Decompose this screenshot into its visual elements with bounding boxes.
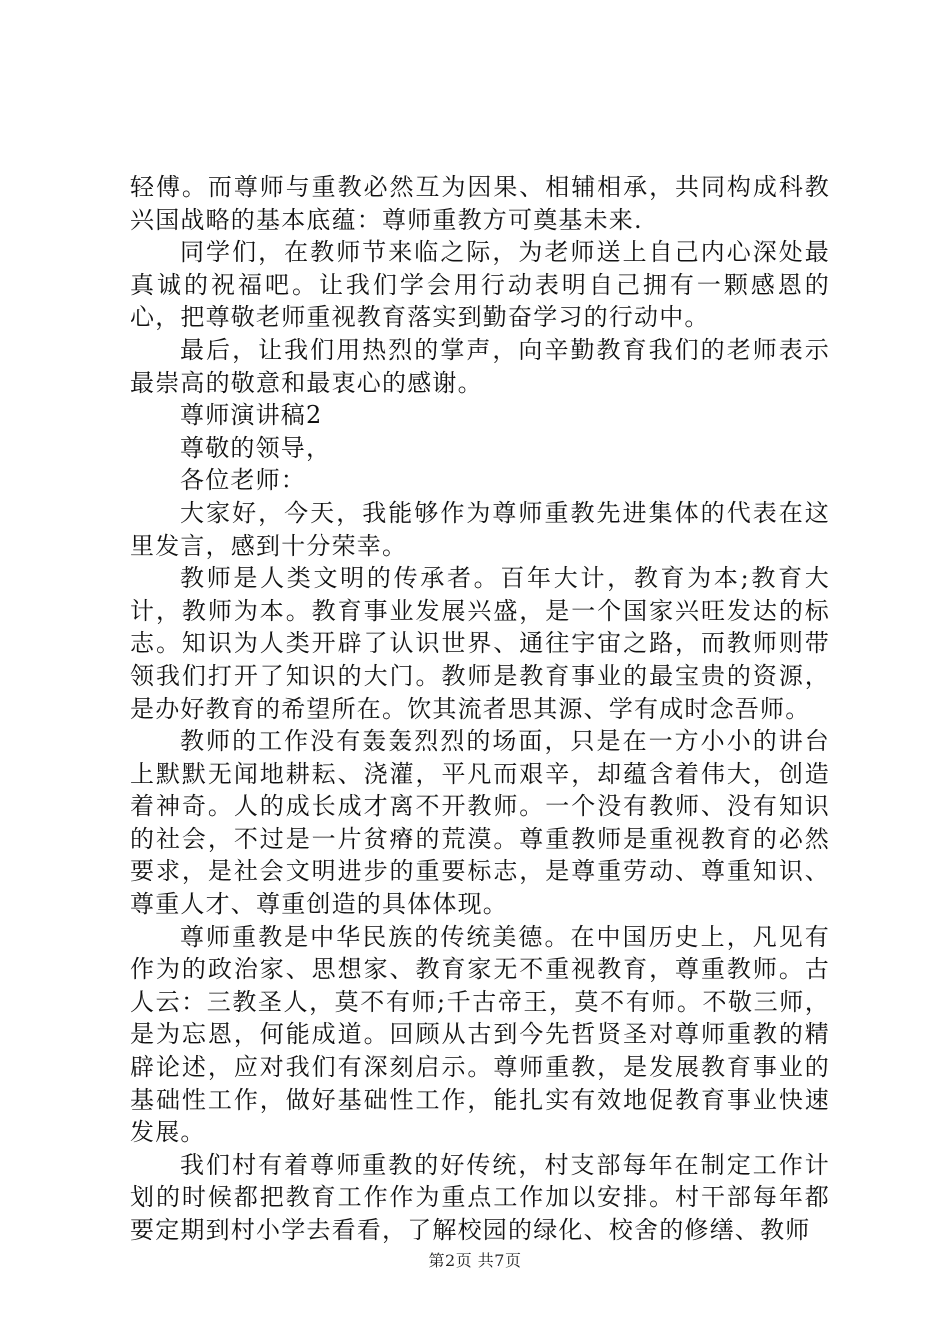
document-body (130, 171, 830, 1247)
paragraph-teachers-civilization: 教师是人类文明的传承者。百年大计，教育为本;教育大计，教师为本。教育事业发展兴盛，是一个国家兴旺发达的标志。知识为人类开辟了认识世界、通往宇宙之路，而教师则带领我们打开了知识的大门。教师是教育事业的最宝贵的资源，是办好教育的希望所在。饮其流者思其源、学有成时念吾师。 (130, 564, 830, 723)
paragraph-greeting: 大家好，今天，我能够作为尊师重教先进集体的代表在这里发言，感到十分荣幸。 (130, 498, 830, 560)
section-title: 尊师演讲稿2 (180, 401, 323, 430)
paragraph-village: 我们村有着尊师重教的好传统，村支部每年在制定工作计划的时候都把教育工作作为重点工作加以安排。村干部每年都要定期到村小学去看看，了解校园的绿化、校舍的修缮、教师 (130, 1150, 830, 1244)
page-number: 第2页 共7页 (428, 1251, 522, 1270)
paragraph-2: 同学们，在教师节来临之际，为老师送上自己内心深处最真诚的祝福吧。让我们学会用行动表明自己拥有一颗感恩的心，把尊敬老师重视教育落实到勤奋学习的行动中。 (130, 238, 830, 332)
paragraph-tradition: 尊师重教是中华民族的传统美德。在中国历史上，凡见有作为的政治家、思想家、教育家无不重视教育，尊重教师。古人云：三教圣人，莫不有师;千古帝王，莫不有师。不敬三师，是为忘恩，何能成道。回顾从古到今先哲贤圣对尊师重教的精辟论述，应对我们有深刻启示。尊师重教，是发展教育事业的基础性工作，做好基础性工作，能扎实有效地促教育事业快速发展。 (130, 922, 830, 1147)
paragraph-1: 轻傅。而尊师与重教必然互为因果、相辅相承，共同构成科教兴国战略的基本底蕴：尊师重教方可奠基未来. (130, 173, 830, 234)
paragraph-3: 最后，让我们用热烈的掌声，向辛勤教育我们的老师表示最崇高的敬意和最衷心的感谢。 (130, 335, 830, 397)
paragraph-teachers-work: 教师的工作没有轰轰烈烈的场面，只是在一方小小的讲台上默默无闻地耕耘、浇灌，平凡而艰辛，却蕴含着伟大，创造着神奇。人的成长成才离不开教师。一个没有教师、没有知识的社会，不过是一片贫瘠的荒漠。尊重教师是重视教育的必然要求，是社会文明进步的重要标志，是尊重劳动、尊重知识、尊重人才、尊重创造的具体体现。 (130, 727, 830, 919)
salutation-leaders: 尊敬的领导， (180, 433, 332, 462)
page-footer (0, 1248, 950, 1271)
salutation-teachers: 各位老师： (180, 466, 306, 495)
